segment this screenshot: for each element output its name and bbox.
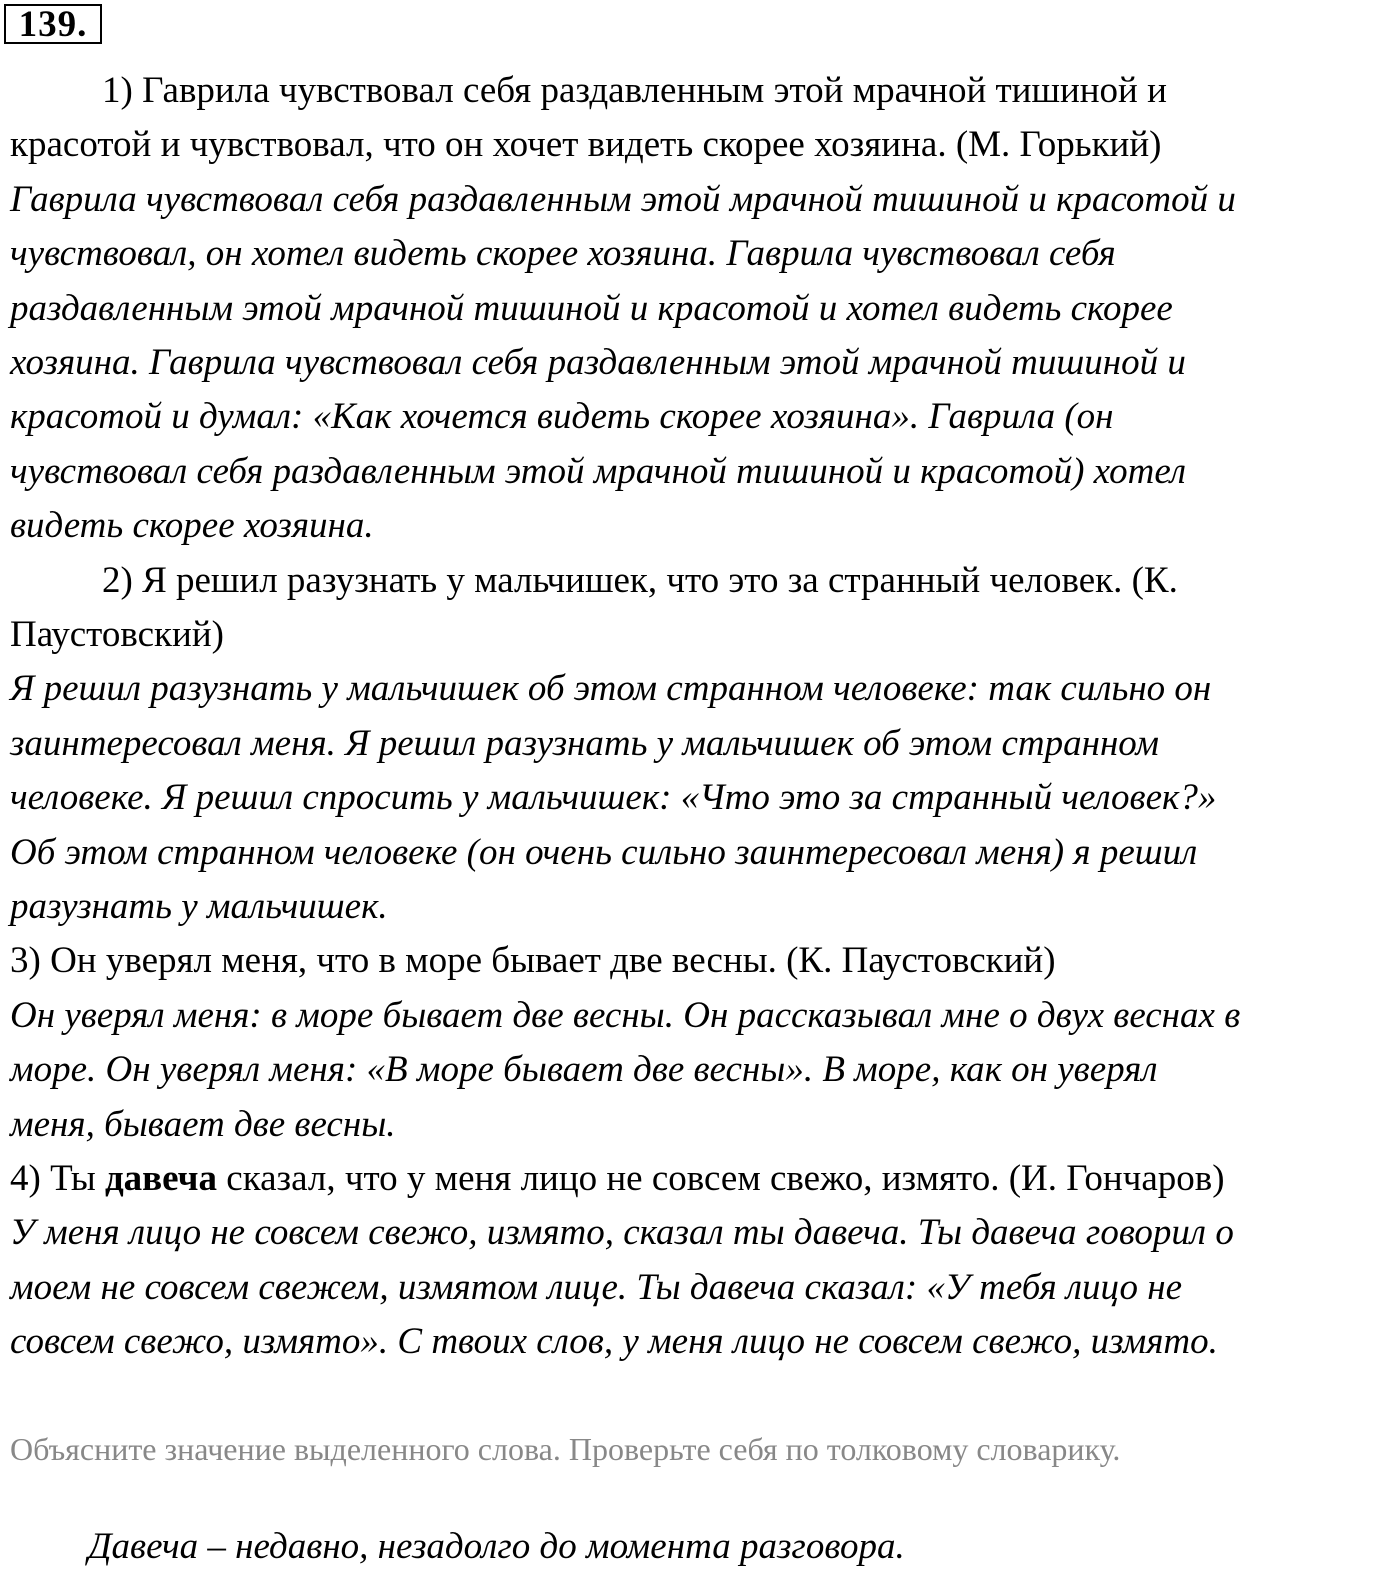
original-text: сказал, что у меня лицо не совсем свежо, измято. (И. Гончаров) xyxy=(217,1158,1225,1199)
variant-line: Гаврила чувствовал себя раздавленным этой мрачной тишиной и красотой и xyxy=(10,178,1236,220)
task-instruction: Объясните значение выделенного слова. Проверьте себя по толковому словарику. xyxy=(10,1431,1121,1467)
sentence-block-1 xyxy=(10,64,1390,554)
variant-line: хозяина. Гаврила чувствовал себя раздавленным этой мрачной тишиной и xyxy=(10,341,1186,383)
variant-line: человеке. Я решил спросить у мальчишек: «Что это за странный человек?» xyxy=(10,777,1217,819)
variant-line: чувствовал, он хотел видеть скорее хозяина. Гаврила чувствовал себя xyxy=(10,233,1116,275)
exercise-number: 139. xyxy=(4,4,102,44)
original-line: 3) Он уверял меня, что в море бывает две весны. (К. Паустовский) xyxy=(10,940,1056,982)
variant-line: моем не совсем свежем, измятом лице. Ты давеча сказал: «У тебя лицо не xyxy=(10,1266,1183,1308)
variant-line: Об этом странном человеке (он очень сильно заинтересовал меня) я решил xyxy=(10,831,1198,873)
sentence-block-2 xyxy=(10,554,1390,935)
variant-line: раздавленным этой мрачной тишиной и красотой и хотел видеть скорее xyxy=(10,287,1173,329)
original-text: 4) Ты xyxy=(10,1158,105,1199)
sentence-block-4 xyxy=(10,1152,1390,1370)
original-line: красотой и чувствовал, что он хочет видеть скорее хозяина. (М. Горький) xyxy=(10,124,1162,166)
original-line xyxy=(10,1152,1390,1206)
variant-line: красотой и думал: «Как хочется видеть скорее хозяина». Гаврила (он xyxy=(10,396,1114,438)
original-line: Паустовский) xyxy=(10,613,224,655)
variant-line: разузнать у мальчишек. xyxy=(10,885,388,927)
variant-line: У меня лицо не совсем свежо, измято, сказал ты давеча. Ты давеча говорил о xyxy=(10,1212,1234,1254)
variant-line: совсем свежо, измято». С твоих слов, у меня лицо не совсем свежо, измято. xyxy=(10,1321,1218,1363)
variant-line: видеть скорее хозяина. xyxy=(10,505,374,547)
variant-line: море. Он уверял меня: «В море бывает две весны». В море, как он уверял xyxy=(10,1049,1158,1091)
answer-text: Давеча – недавно, незадолго до момента разговора. xyxy=(88,1526,905,1567)
original-line: 1) Гаврила чувствовал себя раздавленным этой мрачной тишиной и xyxy=(102,70,1167,111)
variant-line: меня, бывает две весны. xyxy=(10,1103,396,1145)
variant-line: Он уверял меня: в море бывает две весны. Он рассказывал мне о двух веснах в xyxy=(10,994,1241,1036)
variant-line: чувствовал себя раздавленным этой мрачной тишиной и красотой) хотел xyxy=(10,450,1187,492)
highlighted-word: давеча xyxy=(104,1158,218,1199)
variant-line: заинтересовал меня. Я решил разузнать у мальчишек об этом странном xyxy=(10,722,1160,764)
sentence-block-3 xyxy=(10,934,1390,1152)
original-line: 2) Я решил разузнать у мальчишек, что это за странный человек. (К. xyxy=(102,559,1178,601)
variant-line: Я решил разузнать у мальчишек об этом странном человеке: так сильно он xyxy=(10,668,1212,710)
